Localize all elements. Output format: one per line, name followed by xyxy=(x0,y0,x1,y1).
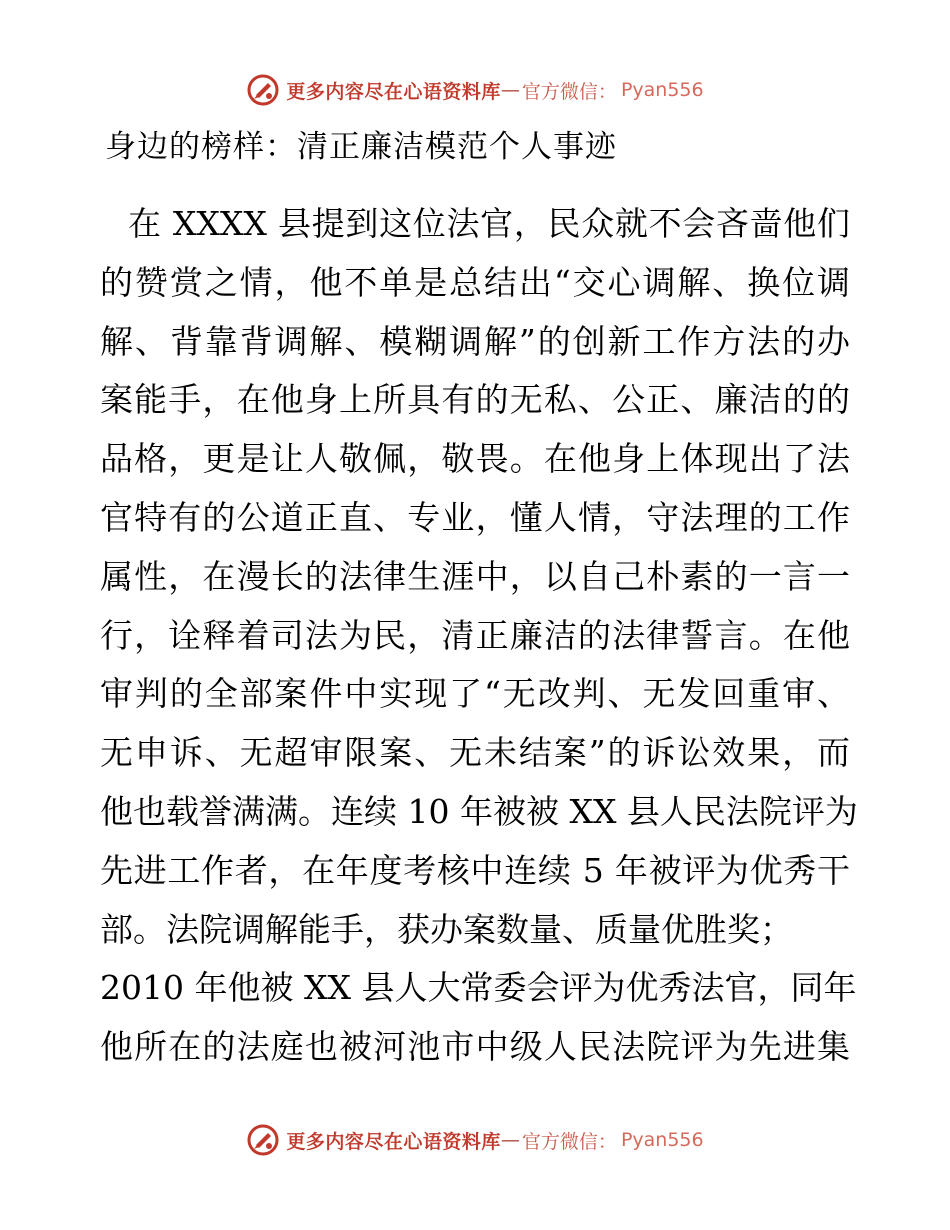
body-line: 他所在的法庭也被河池市中级人民法院评为先进集 xyxy=(100,1027,850,1067)
body-line: 官特有的公道正直、专业，懂人情，守法理的工作 xyxy=(100,497,850,537)
body-line: 属性，在漫长的法律生涯中，以自己朴素的一言一 xyxy=(100,556,850,596)
watermark-text: 更多内容尽在心语资料库 xyxy=(286,1130,501,1153)
logo-icon xyxy=(246,1123,280,1157)
watermark-id: Pyan556 xyxy=(620,1129,704,1151)
body-line: 2010 年他被 XX 县人大常委会评为优秀法官，同年 xyxy=(100,968,857,1008)
logo-icon xyxy=(246,73,280,107)
body-line: 他也载誉满满。连续 10 年被被 XX 县人民法院评为 xyxy=(100,791,858,831)
watermark-id: Pyan556 xyxy=(620,79,704,101)
body-line: 行，诠释着司法为民，清正廉洁的法律誓言。在他 xyxy=(100,615,850,655)
watermark-label: 官方微信： xyxy=(521,80,617,103)
body-line: 先进工作者，在年度考核中连续 5 年被评为优秀干 xyxy=(100,850,850,890)
watermark-text: 更多内容尽在心语资料库 xyxy=(286,80,501,103)
watermark-separator: — xyxy=(500,79,520,101)
watermark-label: 官方微信： xyxy=(521,1130,617,1153)
watermark-separator: — xyxy=(500,1129,520,1151)
body-line: 品格，更是让人敬佩，敬畏。在他身上体现出了法 xyxy=(100,439,850,479)
watermark-footer xyxy=(0,1120,950,1160)
body-line: 的赞赏之情，他不单是总结出“交心调解、换位调 xyxy=(100,262,850,302)
document-body xyxy=(100,195,858,1077)
body-line: 案能手，在他身上所具有的无私、公正、廉洁的的 xyxy=(100,380,850,420)
watermark-header xyxy=(0,70,950,110)
body-line: 审判的全部案件中实现了“无改判、无发回重审、 xyxy=(100,674,850,714)
body-line: 无申诉、无超审限案、无未结案”的诉讼效果，而 xyxy=(100,733,850,773)
body-line: 部。法院调解能手，获办案数量、质量优胜奖； xyxy=(100,909,793,949)
body-line: 解、背靠背调解、模糊调解”的创新工作方法的办 xyxy=(100,321,850,361)
document-title: 身边的榜样：清正廉洁模范个人事迹 xyxy=(105,129,617,165)
body-line: 在 XXXX 县提到这位法官，民众就不会吝啬他们 xyxy=(128,204,850,243)
